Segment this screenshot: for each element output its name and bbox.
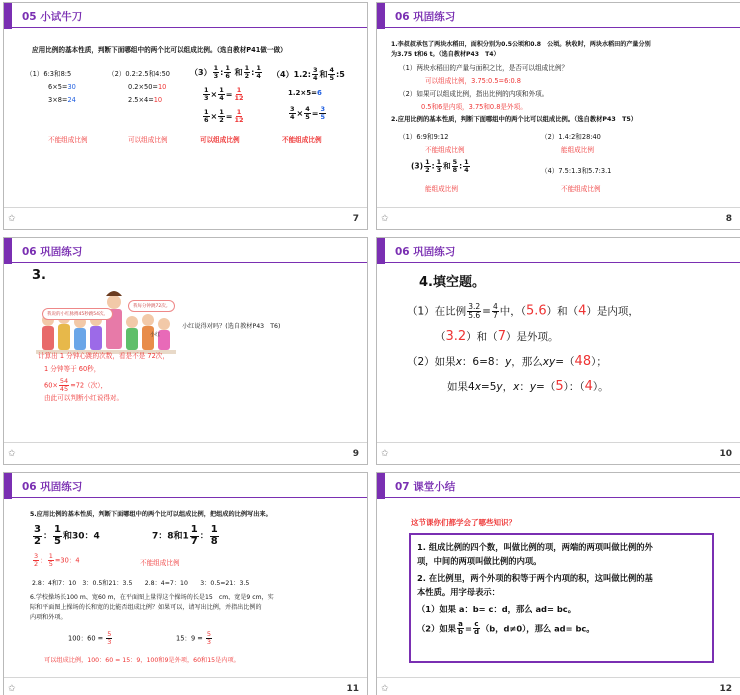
l3e: ，那么 bbox=[511, 356, 543, 368]
l1a: （1）在比例 bbox=[407, 305, 467, 318]
fill-line-3 bbox=[407, 354, 607, 370]
c1d: 3 bbox=[107, 637, 112, 646]
c1-frac bbox=[106, 631, 112, 646]
l4b: x bbox=[474, 381, 481, 393]
l1-frac1 bbox=[467, 303, 481, 320]
fill-heading: 4.填空题。 bbox=[419, 275, 485, 290]
p3-e2a-d: 6 bbox=[204, 115, 209, 124]
p3-e1b bbox=[218, 87, 225, 102]
question-text: 小红说得对吗？(选自教材P43 T6) bbox=[182, 323, 281, 330]
slide-number: 11 bbox=[346, 684, 359, 694]
p4-l2b: 6 bbox=[317, 89, 322, 97]
summary-1a: 1. 组成比例的四个数，叫做比例的项，两端的两项叫做比例的外 bbox=[417, 542, 653, 552]
l4i: =（ bbox=[536, 381, 556, 393]
p3-line2 bbox=[202, 87, 246, 102]
a3-d: 45 bbox=[59, 384, 69, 393]
l2c: ）是外项。 bbox=[505, 331, 559, 343]
p3-e2r-d: 12 bbox=[234, 115, 244, 124]
p3-e2b-d: 2 bbox=[219, 115, 224, 124]
g2a: 7：8和1 bbox=[152, 531, 189, 542]
p4-f1 bbox=[312, 67, 319, 82]
g2f3: 8 bbox=[210, 535, 218, 547]
p3-e1a-n: 1 bbox=[204, 86, 209, 94]
i3f7: 4 bbox=[464, 165, 469, 174]
c2a: 15：9 = bbox=[176, 634, 205, 643]
l1c: ）和（ bbox=[546, 305, 579, 318]
w1eq: =30：4 bbox=[54, 556, 80, 565]
w1n2: 1 bbox=[48, 552, 53, 560]
header-mark bbox=[377, 238, 385, 264]
slide-header bbox=[4, 473, 367, 498]
answer-line-2: 1 分钟等于 60秒， bbox=[44, 365, 101, 373]
q6-line-b: 际和平面图上操场的长和宽的比能否组成比例？如果可以，请写出比例，并指出比例的 bbox=[30, 604, 262, 611]
l1fd: 5.6 bbox=[468, 310, 481, 320]
p4-e2b-d: 5 bbox=[305, 112, 310, 121]
p3-e1r-n: 1 bbox=[236, 86, 242, 94]
item4-verdict: 不能组成比例 bbox=[561, 185, 601, 193]
work-line-1-verdict: 不能组成比例 bbox=[140, 559, 180, 567]
slide-footer bbox=[377, 207, 740, 229]
q1-line-a: 1.李叔叔承包了两块水稻田，面积分别为0.5公顷和0.8 公顷。秋收时，两块水稻田的产量分别 bbox=[391, 41, 651, 48]
l4a: 如果4 bbox=[447, 381, 475, 393]
header-mark bbox=[4, 473, 12, 499]
p3-f4d: 4 bbox=[256, 71, 261, 80]
g2-frac2 bbox=[210, 525, 219, 547]
p3-e1b-n: 1 bbox=[219, 86, 224, 94]
l1eq: = bbox=[482, 305, 491, 318]
p3-e1r-d: 12 bbox=[234, 93, 244, 102]
summary-question: 这节课你们都学会了哪些知识？ bbox=[411, 518, 516, 527]
star-icon: ✩ bbox=[381, 684, 389, 694]
p3-f1 bbox=[213, 65, 220, 80]
p3-line1: （3） $\frac{1}{3}$ : $\frac{1}{6}$ 和 $\frac{1}{2}$ : $\frac{1}{4}$ bbox=[190, 64, 261, 80]
blank-inner-1[interactable]: 5.6 bbox=[525, 303, 547, 319]
fill-line-4 bbox=[447, 379, 609, 395]
p3-f2n: 1 bbox=[225, 64, 230, 72]
calc-1 bbox=[68, 631, 113, 646]
p3-e2a-n: 1 bbox=[204, 108, 209, 116]
item3: (3) $\frac{1}{2}$ : $\frac{1}{3}$ 和 $\frac{5}{8}$ : $\frac{1}{4}$ bbox=[411, 158, 469, 174]
p3-f3 bbox=[244, 65, 251, 80]
l1-frac2 bbox=[492, 303, 499, 320]
p3-verdict: 可以组成比例 bbox=[200, 136, 240, 144]
l1b: 中，（ bbox=[499, 305, 526, 318]
g2-frac1 bbox=[190, 525, 199, 547]
p4-line3: $\frac{3}{4}$ × $\frac{4}{5}$ = $\frac{3}{5}$ bbox=[290, 105, 325, 121]
p3-e2r bbox=[233, 109, 244, 124]
slide-header bbox=[4, 3, 367, 28]
p1-label: （1）6:3和8:5 bbox=[26, 70, 72, 78]
l3g: =（ bbox=[555, 356, 575, 368]
p3-e1a bbox=[203, 87, 210, 102]
slide-12[interactable] bbox=[376, 472, 740, 695]
slide-number: 7 bbox=[352, 214, 359, 224]
item3-f2 bbox=[436, 159, 443, 174]
slide-footer bbox=[377, 677, 740, 695]
q1-sub1-answer: 可以组成比例，3.75:0.5=6:0.8 bbox=[425, 77, 521, 85]
star-icon: ✩ bbox=[8, 214, 16, 224]
p1-l3b: 24 bbox=[67, 96, 76, 104]
item3-f4 bbox=[463, 159, 470, 174]
w1d2: 5 bbox=[48, 559, 53, 568]
slide-number: 8 bbox=[725, 214, 732, 224]
l1gn: 4 bbox=[492, 302, 498, 311]
l3d: y bbox=[505, 356, 512, 368]
g1f3: 5 bbox=[53, 535, 61, 547]
blank-y[interactable]: 4 bbox=[584, 379, 593, 394]
blank-outer-2[interactable]: 7 bbox=[497, 329, 506, 344]
l4h: y bbox=[529, 381, 537, 393]
q2-text: 2.应用比例的基本性质，判断下面哪组中的两个比可以组成比例。（选自教材P43 T5） bbox=[391, 116, 638, 123]
a3-suffix: =72（次）， bbox=[70, 381, 108, 390]
p3-e2r-n: 1 bbox=[236, 108, 242, 116]
p2-line3 bbox=[128, 96, 162, 104]
header-mark bbox=[4, 238, 12, 264]
slide-title: 05 小试牛刀 bbox=[22, 11, 83, 23]
p4-f1d: 4 bbox=[312, 73, 318, 82]
header-mark bbox=[377, 473, 385, 499]
p3-e1b-d: 4 bbox=[219, 93, 224, 102]
slide-10[interactable] bbox=[376, 237, 740, 465]
p4-line2 bbox=[288, 89, 322, 98]
p4-e2r-n: 3 bbox=[320, 105, 325, 113]
p4-e2r-d: 5 bbox=[320, 112, 325, 121]
slide-8[interactable] bbox=[376, 2, 740, 230]
i3f6: 1 bbox=[464, 158, 469, 166]
g2sep: ： bbox=[199, 531, 209, 542]
c2d: 3 bbox=[206, 637, 212, 646]
header-mark bbox=[377, 3, 385, 29]
slide-number: 12 bbox=[719, 684, 732, 694]
l1d: ）是内项， bbox=[586, 305, 639, 318]
blank-inner-2[interactable]: 4 bbox=[578, 303, 587, 319]
g2f1: 7 bbox=[190, 535, 198, 547]
summary-4 bbox=[417, 621, 595, 637]
i3f2: 1 bbox=[436, 158, 442, 166]
p3-and: 和 bbox=[234, 67, 243, 77]
p4-e2b-n: 4 bbox=[305, 105, 310, 113]
p3-f3n: 1 bbox=[244, 64, 250, 72]
l4f: x bbox=[513, 381, 520, 393]
slide-number: 9 bbox=[352, 449, 359, 459]
p1-l2b: 30 bbox=[67, 83, 76, 91]
blank-outer-1[interactable]: 3.2 bbox=[445, 329, 467, 344]
q1-line-b: 为3.75 t和6 t。（选自教材P43 T4） bbox=[391, 51, 500, 58]
item2-verdict: 能组成比例 bbox=[561, 146, 594, 154]
row3: 2.8：4和7：10 3：0.5和21：3.5 2.8：4=7：10 3：0.5=21：3.5 bbox=[32, 580, 250, 587]
g2f2: 1 bbox=[210, 524, 218, 535]
s4b: （b，d≠0），那么 ad= bc。 bbox=[480, 623, 595, 634]
p1-line2 bbox=[48, 83, 76, 91]
g1f0: 3 bbox=[34, 524, 41, 535]
slide-number: 10 bbox=[719, 449, 732, 459]
p4-label: （4）1.2: bbox=[272, 69, 311, 79]
l4m: ）。 bbox=[592, 381, 609, 393]
p3-label: （3） bbox=[190, 67, 212, 77]
i3f5: 8 bbox=[452, 165, 458, 174]
p4-and: 和 bbox=[319, 69, 328, 79]
p2-verdict: 可以组成比例 bbox=[128, 136, 168, 144]
g1-frac1 bbox=[33, 525, 42, 547]
fill-line-2 bbox=[435, 329, 558, 345]
slide-title: 06 巩固练习 bbox=[395, 11, 456, 23]
p4-e2a-n: 3 bbox=[290, 105, 295, 113]
name-label: 小红 bbox=[150, 332, 161, 338]
s4gn: c bbox=[474, 620, 479, 628]
c2-frac bbox=[206, 631, 212, 646]
item3-and: 和 bbox=[443, 161, 451, 171]
l2b: ）和（ bbox=[466, 331, 498, 343]
slide-11[interactable] bbox=[3, 472, 368, 695]
g1sep: ： bbox=[42, 531, 52, 542]
p4-tail: :5 bbox=[336, 69, 345, 79]
l3c: ：6=8： bbox=[461, 356, 506, 368]
p3-e1r bbox=[233, 87, 244, 102]
g2f0: 1 bbox=[190, 524, 198, 535]
l3b: x bbox=[455, 356, 462, 368]
i3f3: 3 bbox=[436, 165, 442, 174]
s4fn: a bbox=[458, 620, 463, 628]
slide-header bbox=[377, 473, 740, 498]
l4g: ： bbox=[519, 381, 530, 393]
p4-f2n: 4 bbox=[329, 66, 334, 74]
w1d: 2 bbox=[34, 559, 39, 568]
summary-3: （1）如果 a：b= c：d，那么 ad= bc。 bbox=[417, 604, 576, 614]
slide-header bbox=[4, 238, 367, 263]
p1-l3a: 3×8= bbox=[48, 96, 68, 104]
p4-e2r bbox=[319, 106, 326, 121]
c1n: 5 bbox=[107, 630, 112, 638]
p3-f4n: 1 bbox=[256, 64, 261, 72]
summary-1b: 项，中间的两项叫做比例的内项。 bbox=[417, 556, 542, 566]
l1gd: 7 bbox=[492, 310, 498, 320]
w1-frac1 bbox=[33, 553, 39, 568]
l3f: xy bbox=[542, 356, 556, 368]
l4d: y bbox=[496, 381, 503, 393]
g1f1: 2 bbox=[34, 535, 41, 547]
slide-title: 06 巩固练习 bbox=[395, 246, 456, 258]
p3-f4 bbox=[255, 65, 262, 80]
question-number: 3. bbox=[32, 268, 46, 283]
item1-verdict: 不能组成比例 bbox=[425, 146, 465, 154]
p3-f3d: 2 bbox=[244, 71, 250, 80]
answer-line-1: 计算出 1 分钟心跳的次数，看是不是 72次， bbox=[38, 352, 169, 360]
p1-line3 bbox=[48, 96, 76, 104]
i3f4: 5 bbox=[452, 158, 458, 166]
l4e: ， bbox=[502, 381, 514, 393]
l3i: ）； bbox=[591, 356, 607, 368]
p4-f1n: 3 bbox=[312, 66, 318, 74]
l1fn: 3.2 bbox=[468, 302, 481, 311]
p3-eq: = bbox=[225, 89, 233, 99]
p3-times: × bbox=[210, 89, 218, 99]
summary-2b: 本性质。用字母表示： bbox=[417, 587, 500, 597]
g1-tail: 和30：4 bbox=[62, 531, 100, 542]
item4: （4）7.5:1.3和5.7:3.1 bbox=[541, 167, 612, 175]
p4-l2a: 1.2×5= bbox=[288, 89, 318, 97]
summary-box bbox=[409, 533, 714, 663]
blank-x[interactable]: 5 bbox=[555, 379, 564, 394]
s4a: （2）如果 bbox=[417, 623, 456, 634]
p3-line3 bbox=[202, 109, 246, 124]
p2-line2 bbox=[128, 83, 166, 91]
blank-xy[interactable]: 48 bbox=[574, 354, 592, 369]
p3-e2b-n: 1 bbox=[219, 108, 224, 116]
s4-frac1 bbox=[457, 621, 464, 637]
i3f1: 2 bbox=[425, 165, 430, 174]
slide-header bbox=[377, 3, 740, 28]
speech-bubble-1: 我说的小红脉搏45秒跳54次。 bbox=[42, 308, 113, 320]
star-icon: ✩ bbox=[381, 449, 389, 459]
slide-footer bbox=[4, 207, 367, 229]
q6-line-c: 内项和外项。 bbox=[30, 614, 67, 621]
slide-footer bbox=[4, 677, 367, 695]
l2a: （ bbox=[435, 331, 446, 343]
item2: （2）1.4:2和28:40 bbox=[541, 133, 601, 141]
p3-f2 bbox=[224, 65, 231, 80]
a3-frac bbox=[59, 378, 69, 393]
answer-line-3 bbox=[44, 378, 107, 393]
p2-l3a: 2.5×4= bbox=[128, 96, 154, 104]
slide-title: 06 巩固练习 bbox=[22, 481, 83, 493]
p2-l2b: 10 bbox=[157, 83, 167, 91]
p3-times2: × bbox=[210, 111, 218, 121]
w1-frac2 bbox=[48, 553, 54, 568]
l4c: =5 bbox=[480, 381, 497, 393]
c1a: 100：60 = bbox=[68, 634, 106, 643]
p4-e2a bbox=[289, 106, 296, 121]
i3f0: 1 bbox=[425, 158, 430, 166]
w1n: 3 bbox=[34, 552, 39, 560]
l3a: （2）如果 bbox=[407, 356, 456, 368]
p4-e2a-d: 4 bbox=[290, 112, 295, 121]
p4-f2 bbox=[328, 67, 335, 82]
p4-f2d: 5 bbox=[329, 73, 334, 82]
p3-f2d: 6 bbox=[225, 71, 230, 80]
speech-bubble-2: 我每分钟跳72次。 bbox=[128, 300, 175, 312]
l4k: ）：（ bbox=[563, 381, 585, 393]
g1f2: 1 bbox=[53, 524, 61, 535]
p3-f1n: 1 bbox=[213, 64, 219, 72]
p4-e2b bbox=[304, 106, 311, 121]
s4eq: = bbox=[464, 623, 472, 634]
s4gd: d bbox=[473, 628, 479, 637]
p2-label: （2）0.2:2.5和4:50 bbox=[108, 70, 170, 78]
q6-answer: 可以组成比例，100：60 = 15：9，100和9是外项，60和15是内项。 bbox=[44, 657, 240, 664]
p3-e2b bbox=[218, 109, 225, 124]
instruction: 应用比例的基本性质，判断下面哪组中的两个比可以组成比例。（选自教材P41做一做） bbox=[32, 46, 287, 54]
p1-l2a: 6×5= bbox=[48, 83, 68, 91]
p2-l3b: 10 bbox=[153, 96, 163, 104]
a3-n: 54 bbox=[59, 377, 69, 385]
item3-label: (3) bbox=[411, 161, 424, 171]
item3-verdict: 能组成比例 bbox=[425, 185, 458, 193]
p4-verdict: 不能组成比例 bbox=[282, 136, 322, 144]
summary-2a: 2. 在比例里，两个外项的积等于两个内项的积，这叫做比例的基 bbox=[417, 573, 653, 583]
p3-e1a-d: 3 bbox=[204, 93, 209, 102]
p1-verdict: 不能组成比例 bbox=[48, 136, 88, 144]
work-line-1 bbox=[32, 553, 80, 568]
q6-line-a: 6.学校操场长100 m、宽60 m，在平面图上量得这个操场的长是15 cm、宽是9 cm，实 bbox=[30, 594, 274, 601]
slide-9[interactable] bbox=[3, 237, 368, 465]
item3-f1 bbox=[424, 159, 431, 174]
q1-sub2-answer: 0.5和6是内项，3.75和0.8是外项。 bbox=[421, 103, 527, 111]
p3-f1d: 3 bbox=[213, 71, 219, 80]
group2 bbox=[152, 525, 220, 547]
header-mark bbox=[4, 3, 12, 29]
g1-frac2 bbox=[53, 525, 62, 547]
slide-header bbox=[377, 238, 740, 263]
s4fd: b bbox=[457, 628, 463, 637]
slide-footer bbox=[377, 442, 740, 464]
slide-title: 06 巩固练习 bbox=[22, 246, 83, 258]
calc-2 bbox=[176, 631, 213, 646]
star-icon: ✩ bbox=[8, 449, 16, 459]
item3-f3 bbox=[452, 159, 459, 174]
item1: （1）6:9和9:12 bbox=[399, 133, 449, 141]
slide-footer bbox=[4, 442, 367, 464]
slide-title: 07 课堂小结 bbox=[395, 481, 456, 493]
star-icon: ✩ bbox=[381, 214, 389, 224]
group1 bbox=[32, 525, 100, 547]
p4-line1 bbox=[272, 67, 345, 82]
p3-eq2: = bbox=[225, 111, 233, 121]
q1-sub2: （2）如果可以组成比例，指出比例的内项和外项。 bbox=[399, 90, 549, 98]
answer-line-4: 由此可以判断小红说得对。 bbox=[44, 394, 124, 402]
star-icon: ✩ bbox=[8, 684, 16, 694]
a3-prefix: 60× bbox=[44, 381, 58, 390]
q1-sub1: （1）两块水稻田的产量与面积之比，是否可以组成比例？ bbox=[399, 64, 569, 72]
s4-frac2 bbox=[473, 621, 480, 637]
fill-line-1 bbox=[407, 303, 639, 320]
q5-text: 5.应用比例的基本性质，判断下面哪组中的两个比可以组成比例，把组成的比例写出来。 bbox=[30, 511, 272, 518]
slide-7[interactable] bbox=[3, 2, 368, 230]
p4-times: × bbox=[296, 108, 304, 118]
c2n: 5 bbox=[206, 630, 212, 638]
p3-e2a bbox=[203, 109, 210, 124]
p2-l2a: 0.2×50= bbox=[128, 83, 158, 91]
w1sep: ： bbox=[40, 556, 47, 565]
